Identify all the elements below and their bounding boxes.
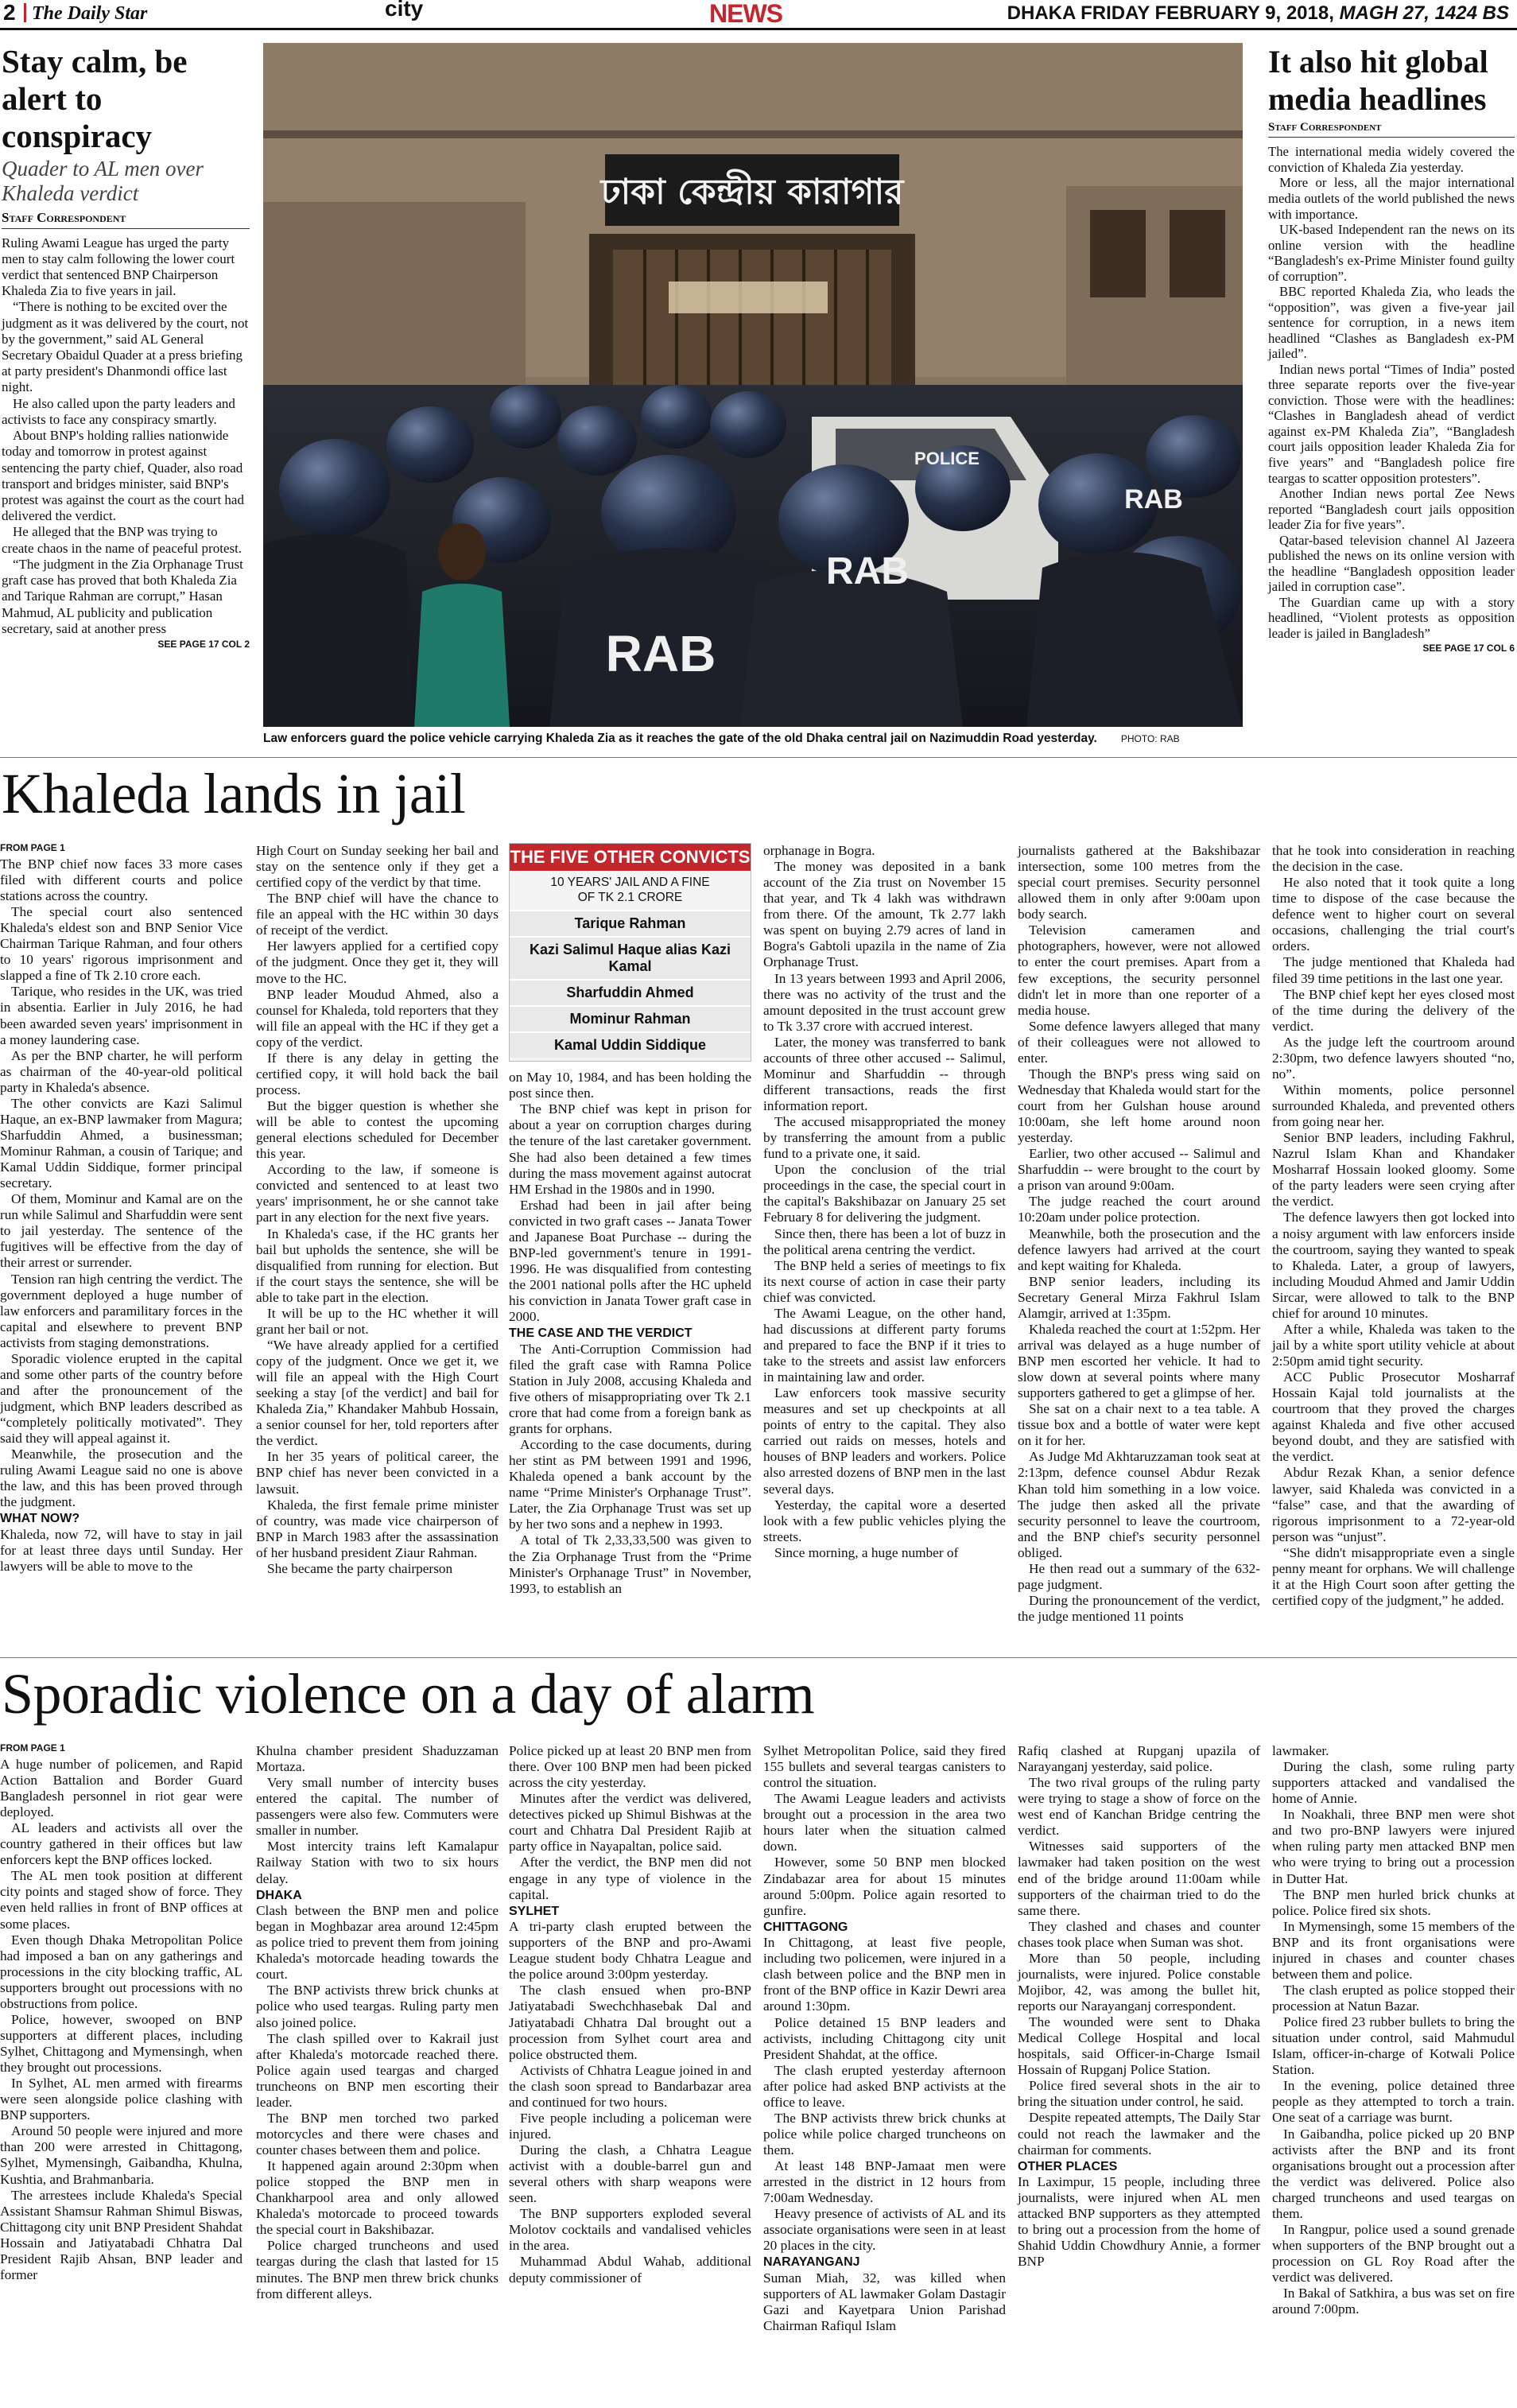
paragraph: During the clash, some ruling party supporters attacked and vandalised the home of Annie. [1272,1759,1515,1807]
paragraph: The BNP chief will have the chance to file an appeal with the HC within 30 days of receipt of the verdict. [256,891,499,938]
from-page-label: FROM PAGE 1 [0,842,65,853]
paragraph: Five people including a policeman were injured. [509,2110,751,2142]
paragraph: In her 35 years of political career, the BNP chief has never been convicted in a lawsuit. [256,1449,499,1497]
photo-credit: PHOTO: RAB [1120,733,1180,744]
paragraph: The BNP activists threw brick chunks at police while police charged truncheons on them. [763,2110,1006,2158]
paragraph: High Court on Sunday seeking her bail and stay on the sentence only if they get a certified copy of the verdict by that time. [256,843,499,891]
subheading: NARAYANGANJ [763,2255,860,2270]
paragraph: UK-based Independent ran the news on its online version with the headline “Bangladesh's ex-Prime Minister found guilty of corruption”. [1268,222,1515,284]
paragraph: Even though Dhaka Metropolitan Police had imposed a ban on any gatherings and processions in the city blocking traffic, AL supporters brought out processions with no obstructions from police. [0,1932,242,2011]
paragraph: In the evening, police detained three people as they attempted to torch a train. One seat of a carriage was burnt. [1272,2078,1515,2126]
paragraph: Ershad had been in jail after being convicted in two graft cases -- Janata Tower and Japanese Boat Purchase -- during the BNP-led government's tenure in 1991-1996. He was disqualified from contesting the 2001 national polls after the HC upheld his conviction in Janata Tower graft case in 2000. [509,1197,751,1325]
jail-column-3-text [509,1070,751,1597]
subhead-stay-calm: Quader to AL men over Khaleda verdict [2,157,204,206]
paragraph: ACC Public Prosecutor Mosharraf Hossain Kajal told journalists at the courtroom that they proved the charges against Khaleda and five other accused beyond doubt, and they are satisfied with the verdict. [1272,1369,1515,1465]
paragraph: During the clash, a Chhatra League activist with a double-barrel gun and several others with sharp weapons were seen. [509,2142,751,2206]
jail-column-5 [1018,843,1260,1625]
story-violence-columns [0,1743,1517,2403]
paragraph: BNP senior leaders, including its Secretary General Mirza Fakhrul Islam Alamgir, arrived at 1:35pm. [1018,1273,1260,1321]
lead-photo [263,43,1243,727]
paragraph: He then read out a summary of the 632-page judgment. [1018,1560,1260,1592]
paragraph: Senior BNP leaders, including Fakhrul, Nazrul Islam Khan and Khandaker Mosharraf Hossain looked gloomy. Some of the party leaders were seen crying after the verdict. [1272,1130,1515,1210]
convict-name: Sharfuddin Ahmed [510,979,751,1005]
paragraph: Suman Miah, 32, was killed when supporters of AL lawmaker Golam Dastagir Gazi and Kayetpara Union Parishad Chairman Rafiqul Islam [763,2270,1006,2334]
headline-sporadic-violence: Sporadic violence on a day of alarm [2,1662,815,1726]
convict-name: Mominur Rahman [510,1005,751,1031]
paragraph: Meanwhile, both the prosecution and the defence lawyers had arrived at the court and kept waiting for Khaleda. [1018,1225,1260,1273]
paragraph: Khulna chamber president Shaduzzaman Mortaza. [256,1743,499,1775]
paragraph: However, some 50 BNP men blocked Zindabazar area for about 15 minutes around 5:00pm. Police again resorted to gunfire. [763,1855,1006,1918]
paragraph: After a while, Khaleda was taken to the jail by a white sport utility vehicle at about 2:50pm amid tight security. [1272,1321,1515,1369]
paragraph: Of them, Mominur and Kamal are on the run while Salimul and Sharfuddin were sent to jail yesterday. The sentence of the fugitives will be effective from the day of their arrest or surrender. [0,1191,242,1271]
paragraph: that he took into consideration in reaching the decision in the case. [1272,843,1515,875]
box-names-list [510,910,751,1058]
paragraph: Clash between the BNP men and police began in Moghbazar area around 12:45pm as police tried to prevent them from joining Khaleda's motorcade heading towards the court. [256,1903,499,1983]
dateline-date: DHAKA FRIDAY FEBRUARY 9, 2018, [1007,2,1334,24]
paragraph: Her lawyers applied for a certified copy of the judgment. Once they get it, they will move to the HC. [256,938,499,986]
paragraph: The special court also sentenced Khaleda's eldest son and BNP Senior Vice Chairman Tarique Rahman, and four others to 10 years' rigorous imprisonment and slapped a fine of Tk 2.10 crore each. [0,904,242,984]
crowd-photo-illustration [263,43,1243,727]
subheading: THE CASE AND THE VERDICT [509,1326,693,1341]
violence-column-2 [256,1743,499,2302]
jail-column-1 [0,843,242,1575]
page-number: 2 [3,0,16,25]
paragraph: During the pronouncement of the verdict, the judge mentioned 11 points [1018,1592,1260,1624]
paragraph: BBC reported Khaleda Zia, who leads the “opposition”, was given a five-year jail sentence for corruption, in a news item headlined “Clashes as Bangladesh ex-PM jailed”. [1268,284,1515,362]
paragraph: About BNP's holding rallies nationwide today and tomorrow in protest against sentencing the party chief, Quader, also road transport and bridges minister, said BNP's protest was against the court as the court had delivered the verdict. [2,428,244,524]
paragraph: Though the BNP's press wing said on Wednesday that Khaleda would start for the court from her Gulshan house around 10:00am, she left home around noon yesterday. [1018,1066,1260,1146]
paragraph: Khaleda reached the court at 1:52pm. Her arrival was delayed as a huge number of BNP men escorted her vehicle. It had to slow down at several points where many supporters gathered to get a glimpse of her. [1018,1321,1260,1401]
convict-name: Kazi Salimul Haque alias Kazi Kamal [510,936,751,979]
story-global-media [1268,43,1515,654]
violence-column-1 [0,1743,242,2283]
paragraph: She became the party chairperson [267,1560,453,1576]
paragraph: The BNP activists threw brick chunks at police who used teargas. Ruling party men also joined police. [256,1983,499,2030]
paragraph: A huge number of policemen, and Rapid Action Battalion and Border Guard Bangladesh personnel in riot gear were deployed. [0,1756,242,1820]
paragraph: Upon the conclusion of the trial proceedings in the case, the special court in the capital's Bakshibazar on January 25 set February 8 for delivering the judgment. [763,1162,1006,1225]
paragraph: In Gaibandha, police picked up 20 BNP activists after the BNP and its front organisations brought out a procession after the verdict was delivered. Police also charged truncheons and used teargas on them. [1272,2126,1515,2221]
paragraph: She sat on a chair next to a tea table. A tissue box and a bottle of water were kept on it for her. [1018,1401,1260,1449]
convict-name: Kamal Uddin Siddique [510,1031,751,1058]
paragraph: Earlier, two other accused -- Salimul and Sharfuddin -- were brought to the court by a prison van around 9:00am. [1018,1146,1260,1194]
paragraph: In 13 years between 1993 and April 2006, there was no activity of the trust and the amount deposited in the trust account grew to Tk 3.37 crore with accrued interest. [763,970,1006,1034]
box-title: THE FIVE OTHER CONVICTS [510,844,751,871]
paper-logo: The Daily Star [32,3,148,24]
paragraph: Police fired 23 rubber bullets to bring the situation under control, said Mahmudul Islam, officer-in-charge of Kotwali Police Station. [1272,2014,1515,2078]
paragraph: In Bakal of Satkhira, a bus was set on fire around 7:00pm. [1272,2286,1515,2317]
paragraph: Abdur Rezak Khan, a senior defence lawyer, said Khaleda was convicted in a “false” case, and that the awarding of rigorous imprisonment to a 72-year-old person was “unjust”. [1272,1465,1515,1544]
five-convicts-box [509,843,751,1062]
dateline [1007,2,1509,25]
paragraph: A tri-party clash erupted between the supporters of the BNP and pro-Awami League student body Chhatra League and the police around 3:00pm yesterday. [509,1919,751,1983]
paragraph: A total of Tk 2,33,33,500 was given to the Zia Orphanage Trust from the “Prime Minister's Orphanage Trust” in November, 1993, to establish an [509,1532,751,1596]
masthead-red-bar [24,3,26,22]
paragraph: lawmaker. [1272,1743,1329,1758]
paragraph: Very small number of intercity buses entered the capital. The number of passengers were also few. Commuters were smaller in number. [256,1775,499,1839]
paragraph: The BNP held a series of meetings to fix its next course of action in case their party chief was convicted. [763,1257,1006,1305]
paragraph: Yesterday, the capital wore a deserted look with a few public vehicles plying the streets. [763,1497,1006,1544]
section-rule-1 [0,757,1517,758]
paragraph: The accused misappropriated the money by transferring the amount from a public fund to a private one, it said. [763,1114,1006,1162]
paragraph: More or less, all the major international media outlets of the world published the news with importance. [1268,175,1515,222]
paragraph: Police detained 15 BNP leaders and activists, including Chittagong city unit President Shahdat, at the office. [763,2014,1006,2062]
paragraph: Minutes after the verdict was delivered, detectives picked up Shimul Bishwas at the court and Chhatra Dal President Rajib at party office in Nayapaltan, police said. [509,1791,751,1855]
paragraph: It will be up to the HC whether it will grant her bail or not. [256,1305,499,1337]
paragraph: Police charged truncheons and used teargas during the clash that lasted for 15 minutes. The BNP men threw brick chunks from different alleys. [256,2238,499,2301]
paragraph: It happened again around 2:30pm when police stopped the BNP men in Chankharpool area and only allowed Khaleda's motorcade to proceed towards the special court in Bakshibazar. [256,2158,499,2238]
masthead-rule [0,28,1517,30]
box-subtitle: 10 YEARS' JAIL AND A FINE OF TK 2.1 CRORE [550,876,710,904]
paragraph: In Noakhali, three BNP men were shot and two pro-BNP lawyers were injured when ruling party men attacked BNP men who were trying to bring out a procession in Dutter Hat. [1272,1807,1515,1886]
paragraph: In Laximpur, 15 people, including three journalists, were injured when AL men attacked BNP supporters as they attempted to bring out a procession from the home of Shahid Uddin Chowdhury Annie, a former BNP [1018,2174,1260,2270]
paragraph: The clash spilled over to Kakrail just after Khaleda's motorcade reached there. Police again used teargas and charged truncheons on BNP men escorting their leader. [256,2030,499,2110]
paragraph: Police fired several shots in the air to bring the situation under control, he said. [1018,2078,1260,2110]
paragraph: Since morning, a huge number of [774,1544,959,1560]
subheading: WHAT NOW? [0,1512,80,1526]
story-body [2,235,250,637]
paragraph: “We have already applied for a certified copy of the judgment. Once we get it, we will file an appeal with the High Court seeking a stay [of the verdict] and bail for Khaleda Zia,” Khandaker Mahbub Hossain, a senior counsel for her, told reporters after the verdict. [256,1337,499,1449]
paragraph: The BNP chief was kept in prison for about a year on corruption charges during the tenure of the last caretaker government. She had also been detained a few times during the mass movement against autocrat HM Ershad in the 1980s and in 1990. [509,1101,751,1197]
paragraph: The AL men took position at different city points and staged show of force. They even held rallies in front of BNP offices at some places. [0,1868,242,1932]
violence-column-5 [1018,1743,1260,2270]
paragraph: Ruling Awami League has urged the party men to stay calm following the lower court verdict that sentenced BNP Chairperson Khaleda Zia to five years in jail. [2,235,235,299]
section-rule-2 [0,1657,1517,1658]
paragraph: He also noted that it took quite a long time to dispose of the case because the defence went to higher court on several occasions, challenging the trial court's orders. [1272,875,1515,954]
paragraph: The BNP men torched two parked motorcycles and there were chases and counter chases between them and police. [256,2110,499,2158]
paragraph: The two rival groups of the ruling party were trying to stage a show of force on the west end of Kanchan Bridge centring the verdict. [1018,1775,1260,1839]
paragraph: If there is any delay in getting the certified copy, it will hold back the bail process. [256,1050,499,1097]
paragraph: on May 10, 1984, and has been holding the post since then. [509,1070,751,1101]
paragraph: The judge mentioned that Khaleda had filed 39 time petitions in the last one year. [1272,954,1515,986]
paragraph: AL leaders and activists all over the country gathered in their offices but law enforcers kept the BNP offices locked. [0,1820,242,1868]
paragraph: Television cameramen and photographers, however, were not allowed to enter the court premises. Apart from a few exceptions, the security personnel didn't let in more than one reporter of a media house. [1018,922,1260,1018]
paragraph: Heavy presence of activists of AL and its associate organisations were seen in at least 20 places in the city. [763,2206,1006,2254]
paragraph: As Judge Md Akhtaruzzaman took seat at 2:13pm, defence counsel Abdur Rezak Khan told him something in a low voice. The judge then asked all the private security personnel to leave the courtroom, and the BNP chief's security personnel obliged. [1018,1449,1260,1560]
paragraph: The clash erupted as police stopped their procession at Natun Bazar. [1272,1982,1515,2014]
paragraph: The arrestees include Khaleda's Special Assistant Shamsur Rahman Shimul Biswas, Chittagong city unit BNP President Shahdat Hossain and Jatiyatabadi Chhatra Dal President Rajib Ahsan, BNP leader and former [0,2187,242,2282]
paragraph: Witnesses said supporters of the lawmaker had taken position on the west end of the bridge around 11:00am while supporters of the chairman tried to do the same there. [1018,1839,1260,1918]
paragraph: In Khaleda's case, if the HC grants her bail but upholds the sentence, she will be disqualified from running for election. But if the court stays the sentence, she will be able to take part in the election. [256,1225,499,1305]
paragraph: The BNP men hurled brick chunks at police. Police fired six shots. [1272,1886,1515,1918]
paragraph: Later, the money was transferred to bank accounts of three other accused -- Salimul, Mominur and Sharfuddin -- through different transactions, reads the first information report. [763,1034,1006,1113]
convict-name: Tarique Rahman [510,910,751,936]
paragraph: Indian news portal “Times of India” posted three separate reports over the five-year conviction. Those were with the headlines: “Clashes in Bangladesh ahead of verdict against ex-PM Khaleda Zia”, “Bangladesh court jails opposition leader Khaleda Zia for five years” and “Bangladesh police fire teargas to scatter opposition protesters”. [1268,361,1515,486]
paragraph: Since then, there has been a lot of buzz in the political arena centring the verdict. [763,1225,1006,1257]
paragraph: In Rangpur, police used a sound grenade when supporters of the BNP brought out a procession on GL Roy Road after the verdict was delivered. [1272,2221,1515,2286]
paragraph: The defence lawyers then got locked into a noisy argument with law enforcers inside the courtroom, saying they wanted to speak to Khaleda. Later, a group of lawyers, including Moudud Ahmed and Jamir Uddin Sircar, were allowed to talk to the BNP chief for around 10 minutes. [1272,1210,1515,1321]
story-stay-calm [2,43,250,650]
rab-label-2: RAB [826,550,909,592]
jail-column-4 [763,843,1006,1561]
paragraph: Law enforcers took massive security measures and set up checkpoints at all points of entry to the capital. They also carried out raids on messes, hotels and houses of BNP leaders and workers. Police also arrested dozens of BNP men in the last several days. [763,1385,1006,1497]
paragraph: They clashed and chases and counter chases took place when Suman was shot. [1018,1918,1260,1950]
byline-right: Staff Correspondent [1268,121,1515,138]
rab-label-3: RAB [1124,484,1183,515]
paragraph: The international media widely covered the conviction of Khaleda Zia yesterday. [1268,144,1515,175]
paragraph: The Awami League, on the other hand, had discussions at different party forums and prepared to face the BNP if it tries to take to the streets and assist law enforcers in maintaining law and order. [763,1305,1006,1385]
byline: Staff Correspondent [2,210,250,229]
paragraph: BNP leader Moudud Ahmed, also a counsel for Khaleda, told reporters that they will file an appeal with the HC if they get a copy of the verdict. [256,986,499,1050]
paragraph: The Awami League leaders and activists brought out a procession in the area two hours later when the situation calmed down. [763,1791,1006,1855]
paragraph: Some defence lawyers alleged that many of their colleagues were not allowed to enter. [1018,1018,1260,1066]
paragraph: Despite repeated attempts, The Daily Star could not reach the lawmaker and the chairman for comments. [1018,2110,1260,2157]
jail-column-2 [256,843,499,1577]
paragraph: He also called upon the party leaders and activists to face any conspiracy smartly. [2,395,235,427]
violence-column-3 [509,1743,751,2286]
paragraph: He alleged that the BNP was trying to create chaos in the name of peaceful protest. [2,524,242,556]
paragraph: The BNP chief kept her eyes closed most of the time during the delivery of the verdict. [1272,986,1515,1034]
paragraph: The Guardian came up with a story headlined, “Violent protests as opposition leader is jailed in Bangladesh” [1268,594,1515,641]
paragraph: Sylhet Metropolitan Police, said they fired 155 bullets and several teargas canisters to control the situation. [763,1743,1006,1791]
headline-khaleda-jail: Khaleda lands in jail [2,762,466,825]
paragraph: “She didn't misappropriate even a single penny meant for orphans. We will challenge it at the High Court soon after getting the certified copy of the judgment,” he added. [1272,1544,1515,1608]
paragraph: Most intercity trains left Kamalapur Railway Station with two to six hours delay. [256,1839,499,1886]
paragraph: Activists of Chhatra League joined in and the clash soon spread to Bandarbazar area and continued for two hours. [509,2062,751,2110]
paragraph: Qatar-based television channel Al Jazeera published the news on its online version with the headline “Bangladesh opposition leader jailed in corruption case”. [1268,532,1515,595]
violence-column-6 [1272,1743,1515,2317]
paragraph: Within moments, police personnel surrounded Khaleda, and prevented others from going near her. [1272,1082,1515,1130]
masthead [0,0,1517,29]
section-news: NEWS [709,0,782,28]
subheading: CHITTAGONG [763,1920,848,1934]
paragraph: Sporadic violence erupted in the capital and some other parts of the country before and after the pronouncement of the judgment, which BNP leaders described as “completely politically motivated”. They said they will appeal against it. [0,1350,242,1447]
paragraph: As per the BNP charter, he will perform as chairman of the 40-year-old political party in Khaleda's absence. [0,1047,242,1095]
paragraph: The clash erupted yesterday afternoon after police had asked BNP activists at the office to leave. [763,2062,1006,2110]
rab-label-1: RAB [605,625,716,682]
paragraph: Tension ran high centring the verdict. The government deployed a huge number of law enforcers and paramilitary forces in the capital and elsewhere to prevent BNP activists from staging demonstrations. [0,1271,242,1350]
subheading: OTHER PLACES [1018,2159,1118,2173]
story-body-right [1268,144,1515,641]
paragraph: At least 148 BNP-Jamaat men were arrested in the district in 12 hours from 7:00am Wednesday. [763,2158,1006,2206]
paragraph: Another Indian news portal Zee News reported “Bangladesh court jails opposition leader Zia for five years”. [1268,486,1515,533]
paragraph: Khaleda, the first female prime minister of country, was made vice chairperson of BNP in March 1983 after the assassination of her husband president Ziaur Rahman. [256,1497,499,1560]
paragraph: orphanage in Bogra. [763,843,875,858]
jail-column-6 [1272,843,1515,1609]
paragraph: “The judgment in the Zia Orphanage Trust graft case has proved that both Khaleda Zia and Tarique Rahman are corrupt,” Hasan Mahmud, AL publicity and publication secretary, said at another press [2,556,243,636]
section-city: city [385,0,424,21]
paragraph: In Chittagong, at least five people, including two policemen, were injured in a clash between police and the BNP men in front of the BNP office in Kazir Dewri area around 1:30pm. [763,1935,1006,2014]
story-jail-columns [0,843,1517,1654]
paragraph: But the bigger question is whether she will be able to contest the upcoming general elections scheduled for December this year. [256,1098,499,1162]
paragraph: The other convicts are Kazi Salimul Haque, an ex-BNP lawmaker from Magura; Sharfuddin Ahmed, a businessman; Mominur Rahman, a cousin of Tarique; and Kamal Uddin Siddique, former principal secretary. [0,1095,242,1191]
paragraph: The BNP supporters exploded several Molotov cocktails and vandalised vehicles in the area. [509,2206,751,2254]
photo-caption-area [263,732,1243,746]
see-page-jump: SEE PAGE 17 COL 2 [157,638,250,650]
paragraph: As the judge left the courtroom around 2:30pm, two defence lawyers shouted “no, no”. [1272,1034,1515,1082]
paragraph: Police, however, swooped on BNP supporters at different places, including Sylhet, Chittagong and Mymensingh, when they brought out processions. [0,2011,242,2076]
paragraph: The BNP chief now faces 33 more cases filed with different courts and police stations across the country. [0,856,242,904]
paragraph: According to the law, if someone is convicted and sentenced to at least two years' imprisonment, he or she cannot take part in any election for the next five years. [256,1162,499,1225]
paragraph: More than 50 people, including journalists, were injured. Police constable Mojibor, 42, was among the bullet hit, reports our Narayanganj correspondent. [1018,1950,1260,2014]
police-label: POLICE [914,449,980,468]
paragraph: The clash ensued when pro-BNP Jatiyatabadi Swechchhasebak Dal and Jatiyatabadi Chhatra Dal brought out a procession from Sylhet court area and police obstructed them. [509,1983,751,2062]
paragraph: Khaleda, now 72, will have to stay in jail for at least three days until Sunday. Her lawyers will be able to move to the [0,1527,242,1575]
paragraph: The Anti-Corruption Commission had filed the graft case with Ramna Police Station in July 2008, accusing Khaleda and five others of misappropriating over Tk 2.1 crore that had come from a foreign bank as grants for orphans. [509,1341,751,1437]
paragraph: journalists gathered at the Bakshibazar intersection, some 100 metres from the special court premises. Security personnel allowed them in only after 9:00am upon body search. [1018,843,1260,922]
violence-column-4 [763,1743,1006,2334]
paragraph: Tarique, who resides in the UK, was tried in absentia. Earlier in July 2016, he had been awarded seven years' imprisonment in a money laundering case. [0,984,242,1047]
paragraph: Around 50 people were injured and more than 200 were arrested in Chittagong, Sylhet, Mymensingh, Gaibandha, Khulna, Kushtia, and Brahmanbaria. [0,2123,242,2187]
paragraph: The wounded were sent to Dhaka Medical College Hospital and local hospitals, said Officer-in-Charge Ismail Hossain of Rupganj Police Station. [1018,2014,1260,2078]
photo-caption: Law enforcers guard the police vehicle carrying Khaleda Zia as it reaches the gate of the old Dhaka central jail on Nazimuddin Road yesterday. [263,732,1097,745]
from-page-label-2: FROM PAGE 1 [0,1743,65,1754]
jail-column-3 [509,843,751,1597]
paragraph: “There is nothing to be excited over the judgment as it was delivered by the court, not by the government,” said AL General Secretary Obaidul Quader at a press briefing at party president's Dhanmondi office last night. [2,299,249,395]
paragraph: In Sylhet, AL men armed with firearms were seen alongside police clashing with BNP supporters. [0,2076,242,2123]
dateline-bangla: MAGH 27, 1424 BS [1339,2,1509,24]
paragraph: Muhammad Abdul Wahab, additional deputy commissioner of [509,2254,751,2286]
headline-global-media: It also hit global media headlines [1268,44,1488,118]
subheading: DHAKA [256,1888,302,1902]
jail-sign-text: ঢাকা কেন্দ্রীয় কারাগার [600,172,904,212]
paragraph: The money was deposited in a bank account of the Zia trust on November 15 that year, and Tk 4 lakh was withdrawn from there. Of the amount, Tk 2.77 lakh was spent on buying 2.79 acres of land in Bogra's Gabtoli upazila in the name of Zia Orphanage Trust. [763,859,1006,970]
paragraph: Police picked up at least 20 BNP men from there. Over 100 BNP men had been picked across the city yesterday. [509,1743,751,1791]
headline-stay-calm: Stay calm, be alert to conspiracy [2,43,188,155]
paragraph: Rafiq clashed at Rupganj upazila of Narayanganj yesterday, said police. [1018,1743,1260,1775]
subheading: SYLHET [509,1904,560,1918]
see-page-jump-right: SEE PAGE 17 COL 6 [1422,643,1515,654]
paragraph: According to the case documents, during her stint as PM between 1991 and 1996, Khaleda opened a bank account by the name “Prime Minister's Orphanage Trust”. Later, the Zia Orphanage Trust was set up by her two sons and a nephew in 1993. [509,1437,751,1532]
paragraph: In Mymensingh, some 15 members of the BNP and its front organisations were injured in chases and counter chases between them and police. [1272,1918,1515,1982]
paragraph: Meanwhile, the prosecution and the ruling Awami League said no one is above the law, and this has been proved through the judgment. [0,1447,242,1510]
paragraph: The judge reached the court around 10:20am under police protection. [1018,1194,1260,1225]
paragraph: After the verdict, the BNP men did not engage in any type of violence in the capital. [509,1855,751,1902]
